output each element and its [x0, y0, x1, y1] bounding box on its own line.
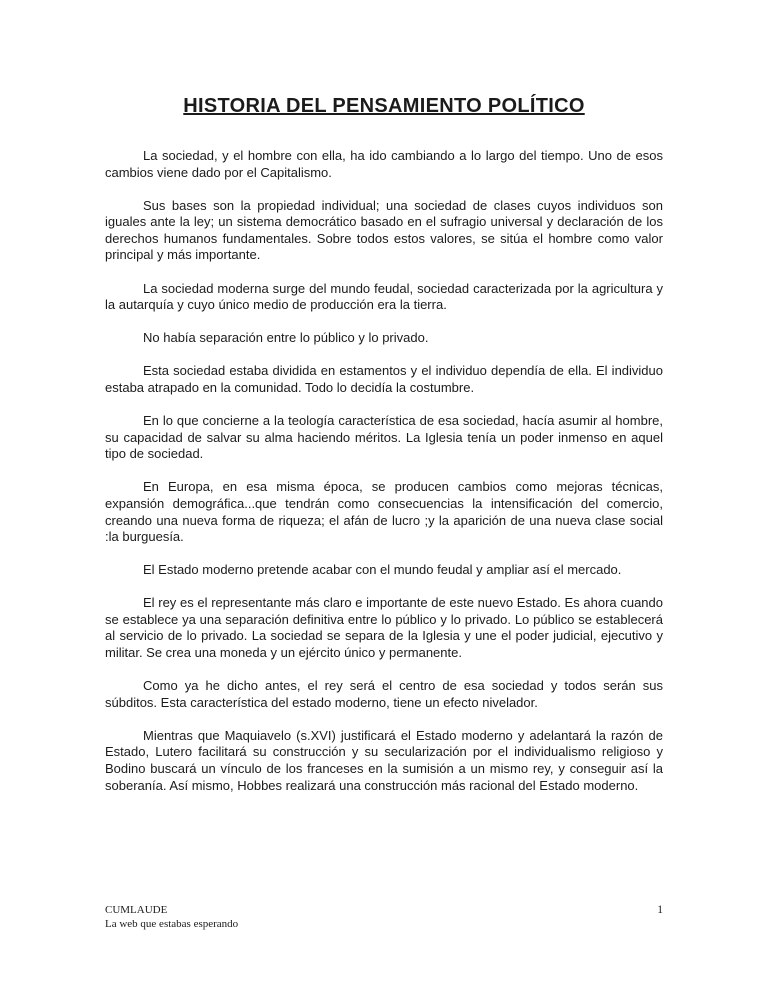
- body-paragraph: La sociedad, y el hombre con ella, ha ido cambiando a lo largo del tiempo. Uno de esos cambios viene dado por el Capitalismo.: [105, 148, 663, 180]
- body-paragraph: No había separación entre lo público y lo privado.: [143, 330, 429, 346]
- body-paragraph: La sociedad moderna surge del mundo feudal, sociedad caracterizada por la agricultura y la autarquía y cuyo único medio de producción era la tierra.: [105, 280, 663, 313]
- page-number: 1: [657, 904, 663, 916]
- footer-tagline: La web que estabas esperando: [105, 917, 239, 930]
- page-title: HISTORIA DEL PENSAMIENTO POLÍTICO: [183, 95, 585, 117]
- body-paragraph: Mientras que Maquiavelo (s.XVI) justificará el Estado moderno y adelantará la razón de Estado, Lutero facilitará su construcción y su secularización por el individualismo religioso y Bodino buscará un vínculo de los franceses en la sumisión a un mismo rey, y conseguir así la soberanía. Así mismo, Hobbes realizará una construcción más racional del Estado moderno.: [105, 727, 663, 793]
- body-paragraph: Sus bases son la propiedad individual; una sociedad de clases cuyos individuos son iguales ante la ley; un sistema democrático basado en el sufragio universal y declaración de los derechos humanos fundamentales. Sobre todos estos valores, se sitúa el hombre como valor principal y más importante.: [105, 197, 663, 263]
- body-paragraph: En lo que concierne a la teología característica de esa sociedad, hacía asumir al hombre, su capacidad de salvar su alma haciendo méritos. La Iglesia tenía un poder inmenso en aquel tipo de sociedad.: [105, 413, 663, 462]
- body-paragraph: En Europa, en esa misma época, se producen cambios como mejoras técnicas, expansión demográfica...que tendrán como consecuencias la intensificación del comercio, creando una nueva forma de riqueza; el afán de lucro ;y la aparición de una nueva clase social :la burguesía.: [105, 479, 663, 545]
- document-body: [105, 148, 663, 794]
- body-paragraph: Como ya he dicho antes, el rey será el centro de esa sociedad y todos serán sus súbditos. Esta característica del estado moderno, tiene un efecto nivelador.: [105, 678, 663, 710]
- footer-brand: CUMLAUDE: [105, 904, 168, 916]
- body-paragraph: El Estado moderno pretende acabar con el mundo feudal y ampliar así el mercado.: [143, 562, 622, 578]
- page-footer: [105, 904, 663, 931]
- body-paragraph: Esta sociedad estaba dividida en estamentos y el individuo dependía de ella. El individuo estaba atrapado en la comunidad. Todo lo decidía la costumbre.: [105, 363, 663, 395]
- body-paragraph: El rey es el representante más claro e importante de este nuevo Estado. Es ahora cuando se establece ya una separación definitiva entre lo público y lo privado. Lo público se establecerá al servicio de lo privado. La sociedad se separa de la Iglesia y une el poder judicial, ejecutivo y militar. Se crea una moneda y un ejército único y permanente.: [105, 595, 663, 661]
- footer-brand-block: [105, 904, 238, 931]
